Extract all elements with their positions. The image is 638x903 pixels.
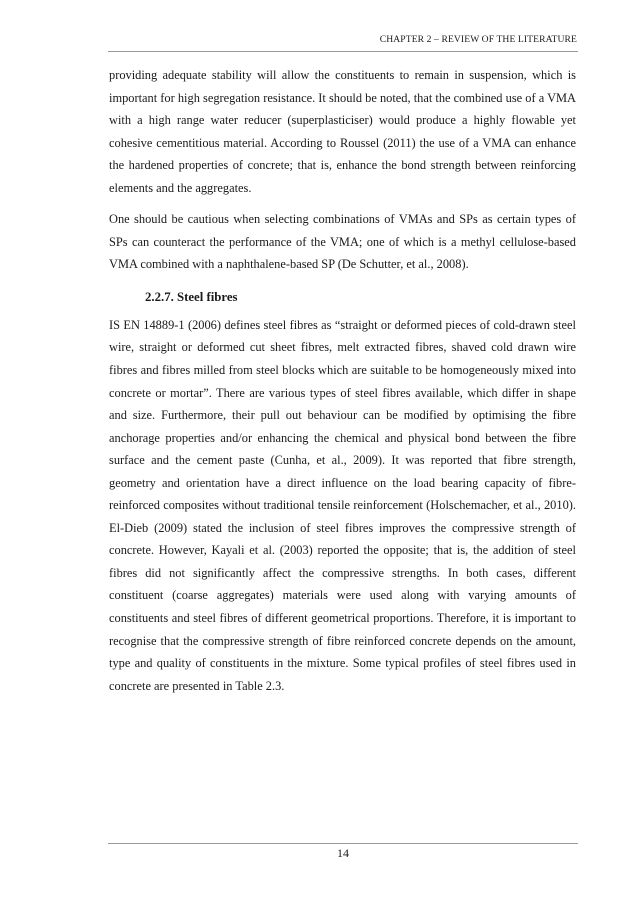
running-header: CHAPTER 2 – REVIEW OF THE LITERATURE bbox=[379, 34, 577, 45]
paragraph-vma-sp-caution: One should be cautious when selecting combinations of VMAs and SPs as certain types of SPs can counteract the performance of the VMA; one of which is a methyl cellulose-based VMA combined with a naphthalene-based SP (De Schutter, et al., 2008). bbox=[109, 212, 576, 272]
page-body bbox=[109, 64, 576, 697]
paragraph-vma-stability: providing adequate stability will allow the constituents to remain in suspension, which is important for high segregation resistance. It should be noted, that the combined use of a VMA with a high range water reducer (superplasticiser) would produce a highly flowable yet cohesive cementitious material. According to Roussel (2011) the use of a VMA can enhance the hardened properties of concrete; that is, enhance the bond strength between reinforcing elements and the aggregates. bbox=[109, 68, 576, 195]
header-divider bbox=[108, 51, 578, 52]
page-number: 14 bbox=[337, 846, 349, 860]
section-heading-steel-fibres: 2.2.7. Steel fibres bbox=[145, 289, 238, 304]
footer-divider bbox=[108, 843, 578, 844]
paragraph-steel-fibres: IS EN 14889-1 (2006) defines steel fibres as “straight or deformed pieces of cold-drawn steel wire, straight or deformed cut sheet fibres, melt extracted fibres, shaved cold drawn wire fibres and fibres milled from steel blocks which are suitable to be homogeneously mixed into concrete or mortar”. There are various types of steel fibres available, which differ in shape and size. Furthermore, their pull out behaviour can be modified by optimising the fibre anchorage properties and/or enhancing the chemical and physical bond between the fibre surface and the cement paste (Cunha, et al., 2009). It was reported that fibre strength, geometry and orientation have a direct influence on the load bearing capacity of fibre-reinforced composites without traditional tensile reinforcement (Holschemacher, et al., 2010). El-Dieb (2009) stated the inclusion of steel fibres improves the compressive strength of concrete. However, Kayali et al. (2003) reported the opposite; that is, the addition of steel fibres did not significantly affect the compressive strengths. In both cases, different constituent (coarse aggregates) materials were used along with varying amounts of constituents and steel fibres of different geometrical proportions. Therefore, it is important to recognise that the compressive strength of fibre reinforced concrete depends on the amount, type and quality of constituents in the mixture. Some typical profiles of steel fibres used in concrete are presented in Table 2.3. bbox=[109, 317, 576, 693]
